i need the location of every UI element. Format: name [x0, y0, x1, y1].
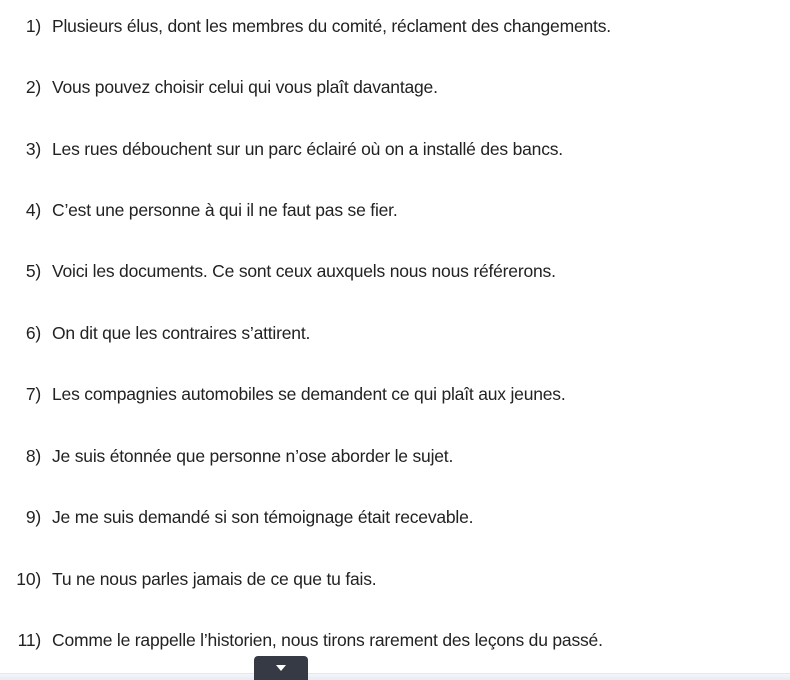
item-text: Tu ne nous parles jamais de ce que tu fais.: [52, 568, 377, 589]
list-item: [0, 14, 790, 38]
item-text: Je suis étonnée que personne n’ose aborder le sujet.: [52, 445, 454, 466]
item-text: On dit que les contraires s’attirent.: [52, 322, 311, 343]
list-item: [0, 137, 790, 161]
item-text: Vous pouvez choisir celui qui vous plaît davantage.: [52, 76, 438, 97]
item-text: Plusieurs élus, dont les membres du comité, réclament des changements.: [52, 15, 611, 36]
item-number: 8): [25, 445, 41, 466]
item-text: Je me suis demandé si son témoignage était recevable.: [52, 506, 474, 527]
item-number: 3): [25, 138, 41, 159]
item-number: 5): [25, 260, 41, 281]
item-number: 9): [25, 506, 41, 527]
item-number: 11): [17, 629, 41, 650]
item-text: Comme le rappelle l’historien, nous tirons rarement des leçons du passé.: [52, 629, 603, 650]
list-item: [0, 444, 790, 468]
item-number: 4): [25, 199, 41, 220]
bottom-bar: [0, 673, 790, 680]
list-item: [0, 505, 790, 529]
item-number: 7): [25, 383, 41, 404]
expand-button[interactable]: [254, 656, 308, 680]
list-item: [0, 321, 790, 345]
list-item: [0, 75, 790, 99]
item-number: 2): [25, 76, 41, 97]
item-text: Les compagnies automobiles se demandent ce qui plaît aux jeunes.: [52, 383, 566, 404]
item-number: 1): [25, 15, 41, 36]
list-item: [0, 628, 790, 652]
item-number: 10): [16, 568, 41, 589]
list-item: [0, 259, 790, 283]
item-number: 6): [25, 322, 41, 343]
list-item: [0, 198, 790, 222]
list-item: [0, 382, 790, 406]
item-text: Les rues débouchent sur un parc éclairé où on a installé des bancs.: [52, 138, 563, 159]
caret-down-icon: [276, 665, 286, 671]
item-text: Voici les documents. Ce sont ceux auxquels nous nous référerons.: [52, 260, 556, 281]
list-item: [0, 567, 790, 591]
item-text: C’est une personne à qui il ne faut pas se fier.: [52, 199, 398, 220]
